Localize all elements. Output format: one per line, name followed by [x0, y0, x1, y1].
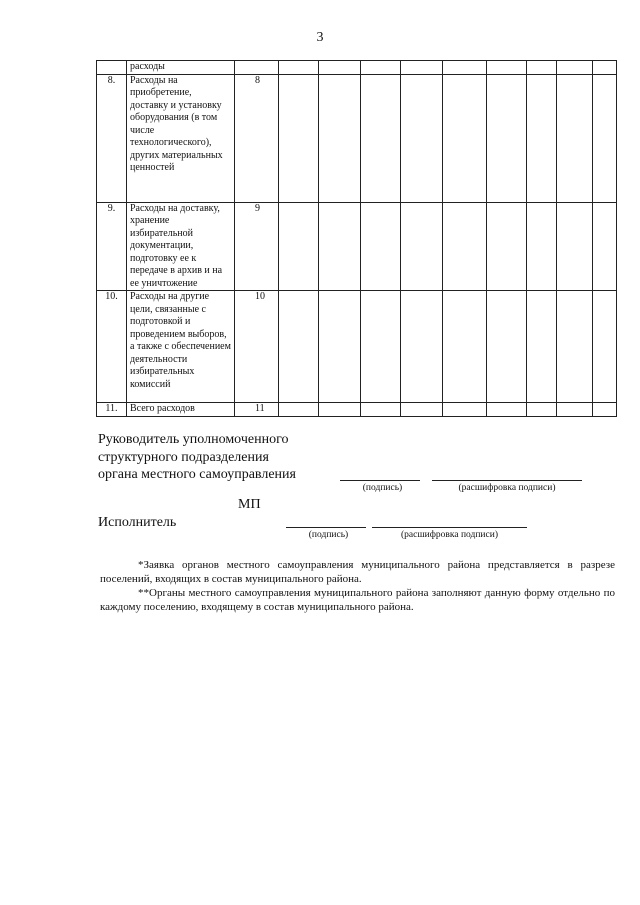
- executor-signature-line: [286, 527, 366, 528]
- row-code: [235, 61, 279, 75]
- row-number: 8.: [97, 74, 127, 202]
- head-signature-caption: (подпись): [362, 483, 403, 493]
- stamp-label: МП: [238, 497, 261, 512]
- row-code: 8: [235, 74, 279, 202]
- row-code: 10: [235, 291, 279, 403]
- head-title-line1: Руководитель уполномоченного: [98, 432, 289, 447]
- page-number: 3: [316, 30, 324, 45]
- head-decoding-caption: (расшифровка подписи): [458, 483, 556, 493]
- row-name: Расходы на доставку, хранение избирательной документации, подготовку ее к передаче в архив и на ее уничтожение: [127, 202, 235, 291]
- head-title-line3: органа местного самоуправления: [98, 467, 296, 482]
- row-number: [97, 61, 127, 75]
- row-number: 10.: [97, 291, 127, 403]
- executor-label: Исполнитель: [98, 515, 177, 530]
- footnote-2: **Органы местного самоуправления муниципального района заполняют данную форму отдельно по каждому поселению, входящему в состав муниципального района.: [100, 587, 615, 613]
- executor-decoding-line: [372, 527, 527, 528]
- head-signature-line: [340, 480, 420, 481]
- row-number: 11.: [97, 403, 127, 417]
- table-row: [97, 403, 617, 417]
- table-row: [97, 61, 617, 75]
- footnote-1: *Заявка органов местного самоуправления муниципального района представляется в разрезе поселений, входящих в состав муниципального района.: [100, 559, 615, 585]
- table-row: [97, 74, 617, 202]
- row-name: Расходы на приобретение, доставку и установку оборудования (в том числе технологического), других материальных ценностей: [127, 74, 235, 202]
- row-name: Расходы на другие цели, связанные с подготовкой и проведением выборов, а также с обеспечением деятельности избирательных комиссий: [127, 291, 235, 403]
- row-name: Всего расходов: [127, 403, 235, 417]
- executor-decoding-caption: (расшифровка подписи): [401, 530, 498, 540]
- row-code: 11: [235, 403, 279, 417]
- table-row: [97, 202, 617, 291]
- row-name: расходы: [127, 61, 235, 75]
- expense-table: [96, 60, 617, 417]
- executor-signature-caption: (подпись): [308, 530, 349, 540]
- row-number: 9.: [97, 202, 127, 291]
- row-code: 9: [235, 202, 279, 291]
- head-decoding-line: [432, 480, 582, 481]
- table-row: [97, 291, 617, 403]
- head-title-line2: структурного подразделения: [98, 450, 269, 465]
